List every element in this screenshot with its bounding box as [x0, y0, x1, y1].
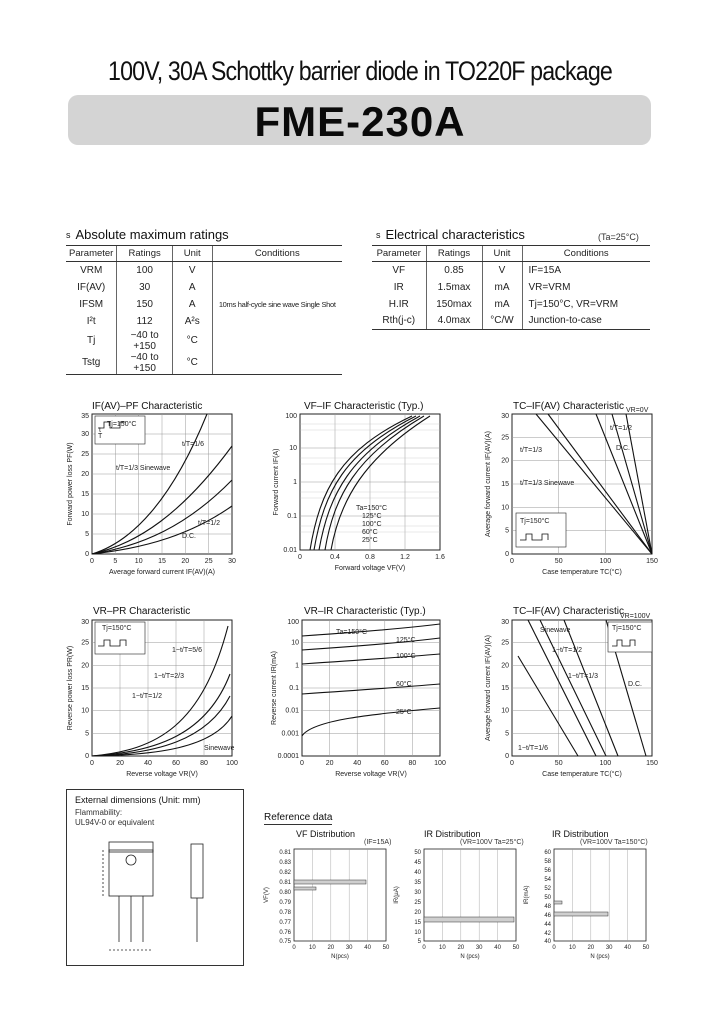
ytick: 30 [81, 431, 89, 438]
xtick: 30 [605, 945, 613, 951]
param-cell: IF(AV) [77, 281, 106, 293]
xtick: 1.2 [400, 554, 410, 561]
unit-cell: A [172, 296, 212, 313]
ytick: 0.79 [279, 900, 291, 906]
y-axis-label: Average forward current IF(AV)(A) [485, 635, 492, 741]
rating-cell: 100 [117, 262, 173, 279]
xtick: 50 [642, 945, 650, 951]
param-cell: Tstg [66, 352, 117, 375]
ytick: 30 [501, 619, 509, 626]
ytick: 20 [81, 471, 89, 478]
ext-unit: (Unit: mm) [158, 795, 201, 805]
ytick: 0.76 [279, 930, 291, 936]
xtick: 40 [364, 945, 371, 951]
y-axis-label: IR(µA) [394, 886, 400, 904]
xtick: 50 [554, 760, 563, 767]
xtick: 80 [408, 760, 417, 767]
xtick: 20 [587, 945, 595, 951]
cond-cell: Junction-to-case [522, 313, 650, 330]
curve-label: t/T=1/6 [182, 441, 204, 448]
section-bullet: s [376, 230, 381, 240]
ytick: 0.1 [289, 685, 299, 692]
plot-frame [294, 849, 386, 941]
ytick: 25 [501, 434, 509, 442]
curve-label: t/T=1/2 [610, 425, 632, 432]
cond-cell: 10ms half-cycle sine wave Single Shot [212, 296, 342, 313]
histogram-bar [554, 912, 608, 916]
xtick: 0 [422, 945, 426, 951]
curve-label: 1−t/T=2/3 [154, 673, 184, 680]
curve-label: 125°C [362, 513, 382, 520]
histogram-bar [554, 901, 562, 904]
unit-cell: V [172, 262, 212, 279]
graph4-vr-pr [62, 616, 252, 784]
elec-title-text: Electrical characteristics [385, 227, 525, 242]
xtick: 25 [204, 558, 213, 565]
cond-cell: Tj=150°C, VR=VRM [522, 296, 650, 313]
x-axis-label: Reverse voltage VR(V) [126, 771, 198, 778]
y-axis-label: IR(mA) [524, 885, 530, 905]
headline: 100V, 30A Schottky barrier diode in TO220F package [108, 56, 612, 86]
xtick: 20 [181, 558, 190, 565]
graph2-title: VF–IF Characteristic (Typ.) [304, 401, 424, 412]
section-bullet: s [66, 230, 71, 240]
ytick: 42 [544, 931, 551, 937]
hir-dist-cond: (VR=100V Ta=150°C) [580, 839, 648, 846]
hir-dist-title: IR Distribution [552, 829, 609, 839]
unit-cell: °C/W [482, 313, 522, 330]
ytick: 10 [81, 707, 89, 715]
ytick: 45 [414, 860, 421, 866]
graph6-title: TC–IF(AV) Characteristic [513, 606, 624, 617]
xtick: 20 [116, 760, 124, 767]
xtick: 15 [158, 558, 166, 565]
rating-cell: 150 [117, 296, 173, 313]
ytick: 0.81 [279, 850, 291, 856]
graph3-tc-ifav [478, 407, 668, 585]
xtick: 0 [90, 558, 94, 565]
note-pulse: t [99, 427, 101, 434]
ytick: 0.75 [279, 939, 291, 945]
unit-cell: V [482, 262, 522, 279]
param-cell: Tj [87, 335, 96, 346]
ytick: 50 [414, 850, 421, 856]
graph5-title: VR–IR Characteristic (Typ.) [304, 606, 426, 617]
note-tj: Tj=150°C [612, 625, 642, 632]
y-axis-label: Reverse current IR(mA) [271, 651, 278, 725]
table-row [372, 262, 650, 279]
ytick: 0 [85, 551, 89, 558]
ytick: 20 [501, 662, 509, 670]
table-header-row [66, 246, 342, 262]
ytick: 40 [544, 939, 551, 945]
external-dimensions-box [66, 789, 244, 966]
ytick: 10 [81, 511, 89, 518]
ytick: 15 [81, 685, 89, 692]
abs-max-table [66, 245, 342, 375]
unit-cell: °C [172, 352, 212, 375]
xtick: 10 [569, 945, 576, 951]
ytick: 15 [501, 481, 509, 488]
col-header: Conditions [522, 246, 650, 262]
ytick: 0.01 [283, 547, 297, 554]
table-row [66, 313, 342, 330]
curve-label: 1−t/T=1/3 [568, 673, 598, 680]
abs-max-title-text: Absolute maximum ratings [75, 227, 229, 242]
param-cell: VRM [80, 264, 103, 276]
histogram-bar [294, 880, 366, 884]
package-body [109, 850, 153, 896]
table-row [66, 262, 342, 279]
cond-cell [212, 262, 342, 279]
graph5-vr-ir [272, 616, 452, 784]
ytick: 56 [544, 868, 551, 874]
note-tj: Tj=150°C [107, 421, 137, 428]
plot-frame [424, 849, 516, 941]
ytick: 10 [414, 930, 421, 936]
ytick: 15 [414, 920, 421, 926]
xtick: 10 [439, 945, 446, 951]
ytick: 5 [85, 730, 89, 738]
ytick: 10 [501, 707, 509, 715]
curve-label: 1−t/T=1/2 [132, 693, 162, 700]
grid [312, 849, 367, 941]
ytick: 25 [81, 451, 89, 458]
ytick: 0.83 [279, 860, 291, 866]
ytick: 25 [81, 639, 89, 647]
xtick: 150 [646, 760, 658, 767]
rating-cell: −40 to +150 [117, 330, 173, 352]
ta-condition: (Ta=25°C) [598, 232, 639, 242]
curve-label: t/T=1/3 Sinewave [520, 480, 575, 487]
table-header-row [372, 246, 650, 262]
graph1-title: IF(AV)–PF Characteristic [92, 401, 203, 412]
plot-frame [554, 849, 646, 941]
unit-cell: mA [482, 296, 522, 313]
ytick: 10 [501, 504, 509, 512]
grid [572, 849, 627, 941]
param-cell: H.IR [388, 298, 409, 310]
ytick: 40 [414, 870, 421, 876]
ytick: 5 [417, 939, 421, 945]
xtick: 0 [300, 760, 304, 767]
xtick: 100 [599, 558, 612, 565]
x-axis-label: N(pcs) [331, 954, 349, 960]
ytick: 60 [544, 850, 551, 856]
note-period: T [98, 433, 103, 440]
ytick: 0 [85, 753, 89, 760]
ytick: 30 [501, 413, 509, 420]
vf-dist-cond: (IF=15A) [364, 839, 392, 846]
grid [442, 849, 497, 941]
xtick: 80 [200, 760, 208, 767]
rating-cell: 150max [426, 296, 482, 313]
package-side [191, 844, 203, 898]
x-axis-label: N (pcs) [460, 954, 480, 960]
xtick: 30 [345, 945, 353, 951]
xtick: 40 [494, 945, 501, 951]
curve-label: D.C. [182, 533, 196, 540]
curve-label: t/T=1/2 [198, 520, 220, 527]
ytick: 30 [414, 890, 421, 896]
curve-label: 60°C [396, 681, 412, 688]
ytick: 0.81 [279, 880, 291, 886]
ytick: 46 [544, 913, 551, 919]
param-cell: IFSM [79, 298, 104, 310]
table-row [66, 352, 342, 375]
cond-cell [212, 352, 342, 375]
ytick: 5 [505, 730, 509, 738]
ytick: 20 [414, 910, 421, 916]
xtick: 10 [134, 558, 143, 565]
xtick: 20 [325, 760, 334, 767]
curve-label: t/T=1/3 Sinewave [116, 465, 171, 472]
curve-label: 1−t/T=1/2 [552, 647, 582, 654]
graph1-ifav-pf [62, 410, 252, 585]
cond-cell [212, 330, 342, 352]
col-header: Parameter [66, 246, 117, 262]
mounting-hole [126, 855, 136, 865]
ytick: 58 [544, 859, 551, 865]
ytick: 54 [544, 877, 551, 883]
cond-cell: IF=15A [522, 262, 650, 279]
xtick: 5 [113, 558, 118, 565]
x-axis-label: Case temperature TC(°C) [542, 771, 622, 778]
xtick: 40 [144, 760, 152, 767]
ytick: 0.77 [279, 920, 291, 926]
y-axis-label: Reverse power loss PR(W) [67, 645, 74, 731]
elec-title [376, 227, 525, 242]
ytick: 50 [544, 895, 551, 901]
col-header: Ratings [426, 246, 482, 262]
param-cell: I²t [86, 315, 96, 327]
param-cell: Rth(j-c) [372, 313, 426, 330]
ytick: 20 [81, 662, 89, 670]
ytick: 0 [505, 753, 509, 760]
curve-label: 100°C [396, 653, 416, 660]
cond-cell: VR=VRM [522, 279, 650, 296]
xtick: 0 [90, 760, 94, 767]
graph4-title: VR–PR Characteristic [93, 606, 191, 617]
curve-label: D.C. [628, 681, 642, 688]
curve-label: D.C. [616, 445, 630, 452]
col-header: Unit [172, 246, 212, 262]
xtick: 150 [646, 558, 658, 565]
curve-label: Sinewave [204, 745, 235, 752]
rating-cell: 30 [117, 279, 173, 296]
xtick: 50 [382, 945, 390, 951]
ytick: 0.001 [281, 730, 299, 738]
xtick: 30 [228, 558, 236, 565]
unit-cell: A²s [172, 313, 212, 330]
abs-max-title [66, 227, 229, 242]
package-tab [109, 842, 153, 852]
xtick: 40 [624, 945, 631, 951]
curve-label: Sinewave [540, 627, 571, 634]
note-tj: Tj=150°C [102, 625, 132, 632]
xtick: 1.6 [435, 554, 445, 561]
col-header: Unit [482, 246, 522, 262]
xtick: 0.8 [365, 554, 375, 561]
cond-cell [212, 279, 342, 296]
xtick: 100 [599, 760, 612, 767]
y-axis-label: VF(V) [264, 887, 270, 903]
x-axis-label: Average forward current IF(AV)(A) [109, 569, 215, 576]
rating-cell: −40 to +150 [117, 352, 173, 375]
xtick: 60 [172, 760, 180, 767]
flammability-value: UL94V-0 or equivalent [75, 818, 155, 827]
ytick: 1 [295, 662, 299, 670]
ytick: 100 [287, 619, 299, 626]
xtick: 20 [327, 945, 335, 951]
curve-label: 25°C [362, 537, 378, 544]
table-row [372, 313, 650, 330]
unit-cell: A [172, 279, 212, 296]
xtick: 10 [309, 945, 316, 951]
ext-title-row [75, 795, 201, 805]
rating-cell: 1.5max [426, 279, 482, 296]
param-cell: IR [393, 281, 404, 293]
curve-label: 100°C [362, 521, 382, 528]
ytick: 5 [505, 527, 509, 535]
y-axis-label: Forward current IF(A) [273, 448, 280, 516]
reference-title: Reference data [264, 812, 333, 823]
ytick: 30 [81, 619, 89, 626]
ir-dist-cond: (VR=100V Ta=25°C) [460, 839, 524, 846]
y-axis-label: Forward power loss PF(W) [67, 442, 74, 526]
ytick: 100 [285, 413, 297, 420]
rating-cell: 112 [117, 313, 173, 330]
ytick: 0.0001 [277, 753, 299, 760]
curves [302, 624, 440, 736]
curve-label: Ta=150°C [336, 629, 368, 636]
ytick: 0.01 [285, 707, 299, 715]
note-vr: VR=100V [620, 613, 651, 620]
graph6-tc-ifav [478, 613, 668, 784]
elec-table [372, 245, 650, 330]
xtick: 100 [434, 760, 446, 767]
histogram-bar [294, 887, 316, 890]
table-row [66, 330, 342, 352]
curve-label: 1−t/T=5/6 [172, 647, 202, 654]
ytick: 0.78 [279, 910, 291, 916]
note-tj: Tj=150°C [520, 518, 550, 525]
curve-label: 25°C [396, 709, 412, 716]
xtick: 20 [457, 945, 465, 951]
col-header: Ratings [117, 246, 173, 262]
xtick: 100 [226, 760, 238, 767]
rating-cell: 0.85 [426, 262, 482, 279]
ytick: 52 [544, 886, 551, 892]
vf-dist-title: VF Distribution [296, 829, 356, 839]
xtick: 50 [554, 558, 563, 565]
rating-cell: 4.0max [426, 313, 482, 330]
graph2-vf-if [272, 410, 452, 585]
table-row [66, 296, 342, 313]
xtick: 0 [510, 558, 514, 565]
ytick: 0.1 [287, 513, 297, 520]
ytick: 25 [414, 900, 421, 906]
curve-label: 125°C [396, 637, 416, 644]
histogram-bar [424, 917, 514, 922]
ytick: 0 [505, 551, 509, 558]
xtick: 50 [512, 945, 520, 951]
x-axis-label: Reverse voltage VR(V) [335, 771, 407, 778]
ytick: 1 [293, 479, 297, 486]
hir-distribution-chart [520, 845, 660, 965]
x-axis-label: Forward voltage VF(V) [334, 565, 406, 572]
table-row [372, 279, 650, 296]
xtick: 40 [353, 760, 362, 767]
curve-label: 1−t/T=1/6 [518, 745, 548, 752]
ytick: 10 [289, 445, 297, 452]
ytick: 48 [544, 904, 551, 910]
table-row [66, 279, 342, 296]
xtick: 30 [475, 945, 483, 951]
x-axis-label: Case temperature TC(°C) [542, 569, 622, 576]
ytick: 15 [501, 685, 509, 692]
curve-label: t/T=1/3 [520, 447, 542, 454]
col-header: Parameter [372, 246, 426, 262]
ytick: 15 [81, 491, 89, 498]
package-drawing [73, 830, 239, 962]
y-axis-label: Average forward current IF(AV)(A) [485, 431, 492, 537]
ytick: 0.82 [279, 870, 291, 876]
ytick: 44 [544, 922, 551, 928]
xtick: 0 [292, 945, 296, 951]
col-header: Conditions [212, 246, 342, 262]
xtick: 60 [380, 760, 389, 767]
curve-label: Ta=150°C [356, 505, 388, 512]
table-row [372, 296, 650, 313]
unit-cell: °C [172, 330, 212, 352]
ir-dist-title: IR Distribution [424, 829, 481, 839]
ext-title: External dimensions [75, 795, 157, 805]
param-cell: VF [392, 264, 406, 276]
ytick: 25 [501, 639, 509, 647]
xtick: 0.4 [330, 554, 340, 561]
note-vr: VR=0V [626, 407, 649, 414]
vf-distribution-chart [262, 845, 392, 965]
curve-label: 60°C [362, 529, 378, 536]
cond-cell [212, 313, 342, 330]
ytick: 35 [81, 413, 89, 420]
graph3-title: TC–IF(AV) Characteristic [513, 401, 624, 412]
ytick: 5 [85, 531, 89, 538]
xtick: 0 [552, 945, 556, 951]
xtick: 0 [298, 554, 302, 561]
ytick: 0.80 [279, 890, 291, 896]
model-number: FME-230A [254, 98, 466, 145]
flammability-label: Flammability: [75, 808, 123, 817]
xtick: 0 [510, 760, 514, 767]
x-axis-label: N (pcs) [590, 954, 610, 960]
unit-cell: mA [482, 279, 522, 296]
ytick: 20 [501, 457, 509, 465]
ytick: 35 [414, 880, 421, 886]
ir-distribution-chart [390, 845, 525, 965]
ytick: 10 [291, 639, 299, 647]
